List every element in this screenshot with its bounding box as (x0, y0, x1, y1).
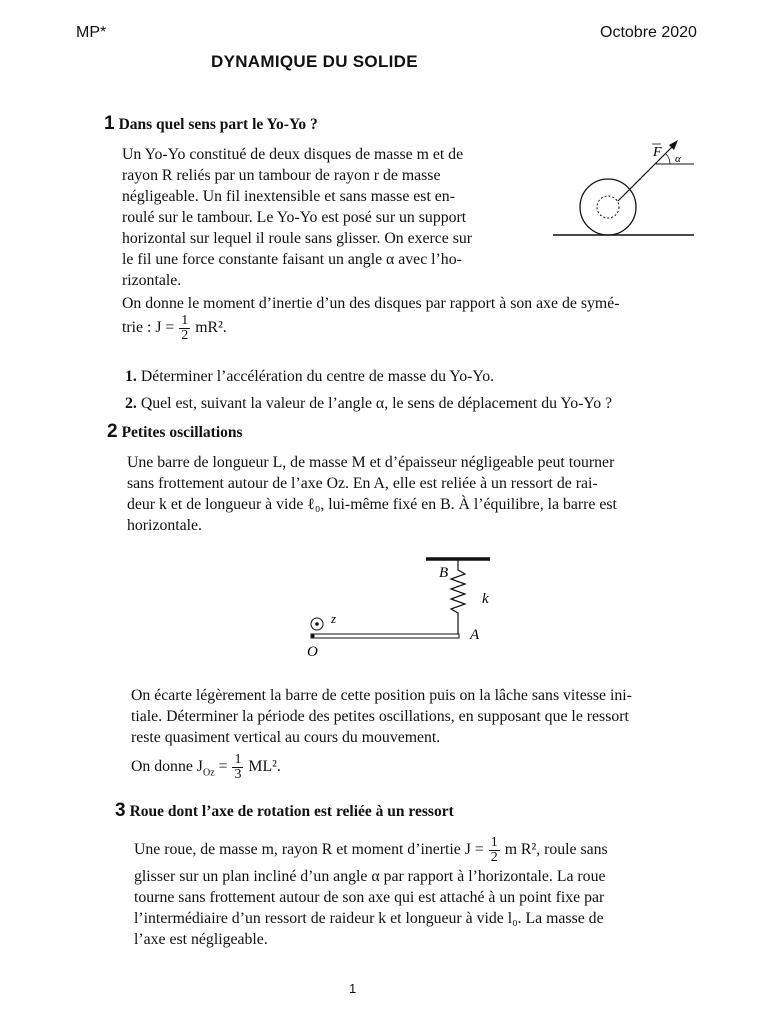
question-text: Déterminer l’accélération du centre de masse du Yo-Yo. (140, 368, 495, 385)
fraction-numerator: 1 (234, 752, 242, 767)
fraction-numerator: 1 (181, 313, 189, 328)
text-line: roulé sur le tambour. Le Yo-Yo est posé sur un support (122, 209, 467, 226)
header-left: MP* (76, 24, 107, 41)
text-line: rizontale. (122, 272, 182, 289)
yoyo-disk (580, 179, 636, 235)
label-A: A (470, 627, 480, 643)
text-line: horizontal sur lequel il roule sans glisser. On exerce sur (122, 230, 473, 247)
section-title: Petites oscillations (121, 424, 243, 441)
section-2-text (127, 452, 705, 536)
page-number: 1 (349, 981, 357, 996)
label-k: k (482, 591, 489, 607)
text-line: tourne sans frottement autour de son axe qui est attaché à un point fixe par (134, 889, 605, 906)
force-line (618, 144, 675, 201)
text-line: l’axe est négligeable. (134, 931, 268, 948)
question-text: Quel est, suivant la valeur de l’angle α, le sens de déplacement du Yo-Yo ? (140, 395, 613, 412)
fraction-denominator: 2 (490, 850, 498, 865)
section-3-text (134, 866, 702, 950)
formula-subscript: Oz (202, 767, 215, 779)
fraction (179, 314, 190, 343)
given-formula (131, 753, 281, 783)
fraction (232, 753, 243, 782)
fraction-denominator: 3 (234, 767, 242, 782)
fraction-denominator: 2 (181, 328, 189, 343)
fraction-numerator: 1 (490, 835, 498, 850)
section-3-heading (115, 800, 454, 822)
fraction (489, 836, 500, 865)
label-z: z (331, 611, 337, 626)
text-line: sans frottement autour de l’axe Oz. En A, elle est reliée à un ressort de rai- (127, 475, 598, 492)
text-line: On écarte légèrement la barre de cette position puis on la lâche sans vitesse ini- (131, 687, 632, 704)
question-2 (125, 393, 612, 414)
text-line: deur k et de longueur à vide ℓ₀, lui-même fixé en B. À l’équilibre, la barre est (127, 496, 617, 513)
yoyo-drum (597, 196, 619, 218)
text-line: reste quasiment vertical au cours du mouvement. (131, 729, 441, 746)
bar (311, 634, 459, 638)
text-segment: m R², roule sans (504, 841, 608, 859)
page-title: DYNAMIQUE DU SOLIDE (211, 52, 418, 71)
section-title: Dans quel sens part le Yo-Yo ? (118, 116, 318, 133)
angle-label: α (675, 153, 681, 165)
formula-equals: = (218, 758, 228, 776)
text-line: glisser sur un plan incliné d’un angle α par rapport à l’horizontale. La roue (134, 868, 606, 885)
section-number: 1 (104, 113, 115, 134)
text-line: tiale. Déterminer la période des petites oscillations, en supposant que le ressort (131, 708, 629, 725)
formula-suffix: ML². (248, 758, 281, 776)
text-segment: Une roue, de masse m, rayon R et moment d’inertie J = (134, 841, 484, 859)
bar-spring-figure (300, 552, 500, 662)
pivot-point (311, 634, 314, 637)
formula-prefix: On donne J (131, 758, 203, 776)
question-number: 1. (125, 368, 137, 385)
section-title: Roue dont l’axe de rotation est reliée à un ressort (129, 803, 454, 820)
text-line: le fil une force constante faisant un angle α avec l’ho- (122, 251, 462, 268)
formula-suffix: mR². (195, 319, 227, 337)
yoyo-figure (548, 134, 698, 244)
angle-arc (666, 154, 670, 164)
text-line: horizontale. (127, 517, 203, 534)
section-3-line-1 (134, 836, 608, 865)
text-line: Une barre de longueur L, de masse M et d’épaisseur négligeable peut tourner (127, 454, 615, 471)
spring (451, 560, 465, 634)
inertia-line-1: On donne le moment d’inertie d’un des disques par rapport à son axe de symé- (122, 295, 620, 312)
force-label: F (653, 145, 662, 160)
header-date: Octobre 2020 (600, 24, 697, 41)
question-1 (125, 366, 494, 387)
text-line: l’intermédiaire d’un ressort de raideur k et longueur à vide l₀. La masse de (134, 910, 604, 927)
inertia-formula (122, 314, 227, 343)
section-2-heading (107, 421, 243, 443)
section-2-after-text (131, 685, 703, 748)
section-number: 3 (115, 800, 126, 821)
formula-prefix: trie : J = (122, 319, 175, 337)
label-B: B (439, 565, 449, 581)
text-line: rayon R reliés par un tambour de rayon r de masse (122, 167, 441, 184)
section-number: 2 (107, 421, 118, 442)
label-O: O (307, 644, 318, 660)
section-1-text (122, 144, 526, 291)
axis-dot (315, 622, 319, 626)
text-line: Un Yo-Yo constitué de deux disques de masse m et de (122, 146, 464, 163)
question-number: 2. (125, 395, 137, 412)
section-1-heading (104, 113, 318, 135)
text-line: négligeable. Un fil inextensible et sans masse est en- (122, 188, 455, 205)
